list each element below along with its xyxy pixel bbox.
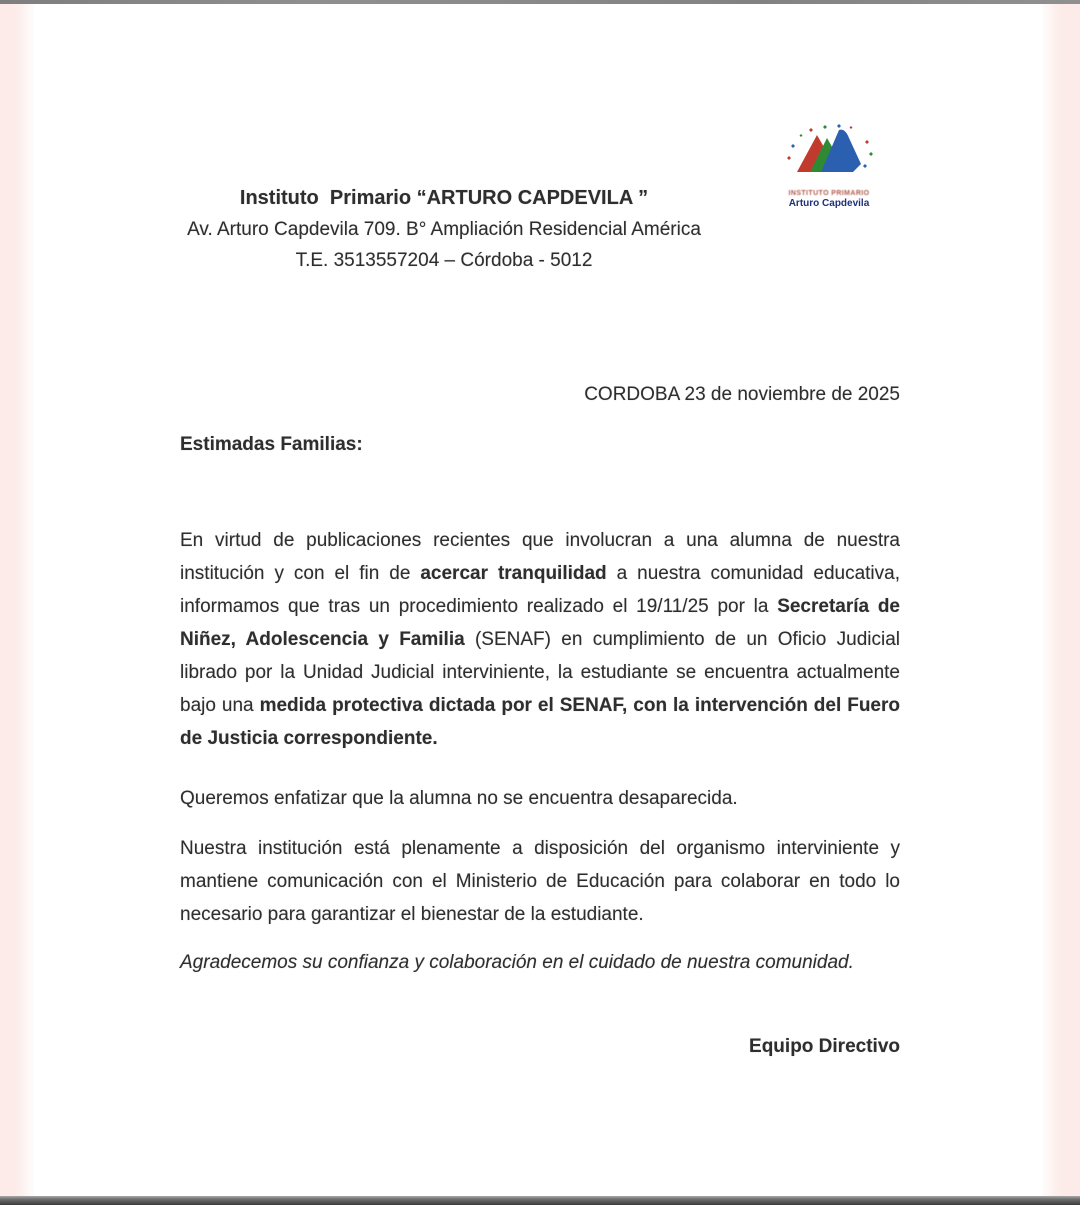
letter-paragraph: Agradecemos su confianza y colaboración en el cuidado de nuestra comunidad.	[180, 952, 854, 973]
logo-caption-name: Arturo Capdevila	[788, 198, 870, 209]
school-address: Av. Arturo Capdevila 709. B° Ampliación Residencial América	[187, 219, 701, 240]
date-line: CORDOBA 23 de noviembre de 2025	[584, 384, 900, 405]
school-name: Instituto Primario “ARTURO CAPDEVILA ”	[239, 187, 649, 209]
letterhead	[94, 182, 794, 276]
letter-paragraph: Queremos enfatizar que la alumna no se encuentra desaparecida.	[180, 788, 738, 809]
letter-paragraph: Nuestra institución está plenamente a disposición del organismo interviniente y mantiene comunicación con el Ministerio de Educación para colaborar en todo lo necesario para garantizar el bienestar de la estudiante.	[180, 838, 900, 925]
school-logo	[781, 122, 877, 209]
scan-artifact-bottom-strip	[0, 1196, 1080, 1205]
letter-paragraph: En virtud de publicaciones recientes que involucran a una alumna de nuestra institución y con el fin de acercar tranquilidad a nuestra comunidad educativa, informamos que tras un procedimiento realizado el 19/11/25 por la Secretaría de Niñez, Adolescencia y Familia (SENAF) en cumplimiento de un Oficio Judicial librado por la Unidad Judicial interviniente, la estudiante se encuentra actualmente bajo una medida protectiva dictada por el SENAF, con la intervención del Fuero de Justicia correspondiente.	[180, 530, 901, 749]
greeting: Estimadas Familias:	[180, 434, 363, 455]
scan-artifact-top-strip	[0, 0, 1080, 4]
logo-caption-institute: INSTITUTO PRIMARIO	[788, 190, 870, 197]
signature: Equipo Directivo	[749, 1036, 900, 1057]
school-mountain-emblem-icon	[781, 171, 877, 188]
letter-page	[34, 4, 1042, 1196]
school-phone-line: T.E. 3513557204 – Córdoba - 5012	[295, 250, 593, 271]
